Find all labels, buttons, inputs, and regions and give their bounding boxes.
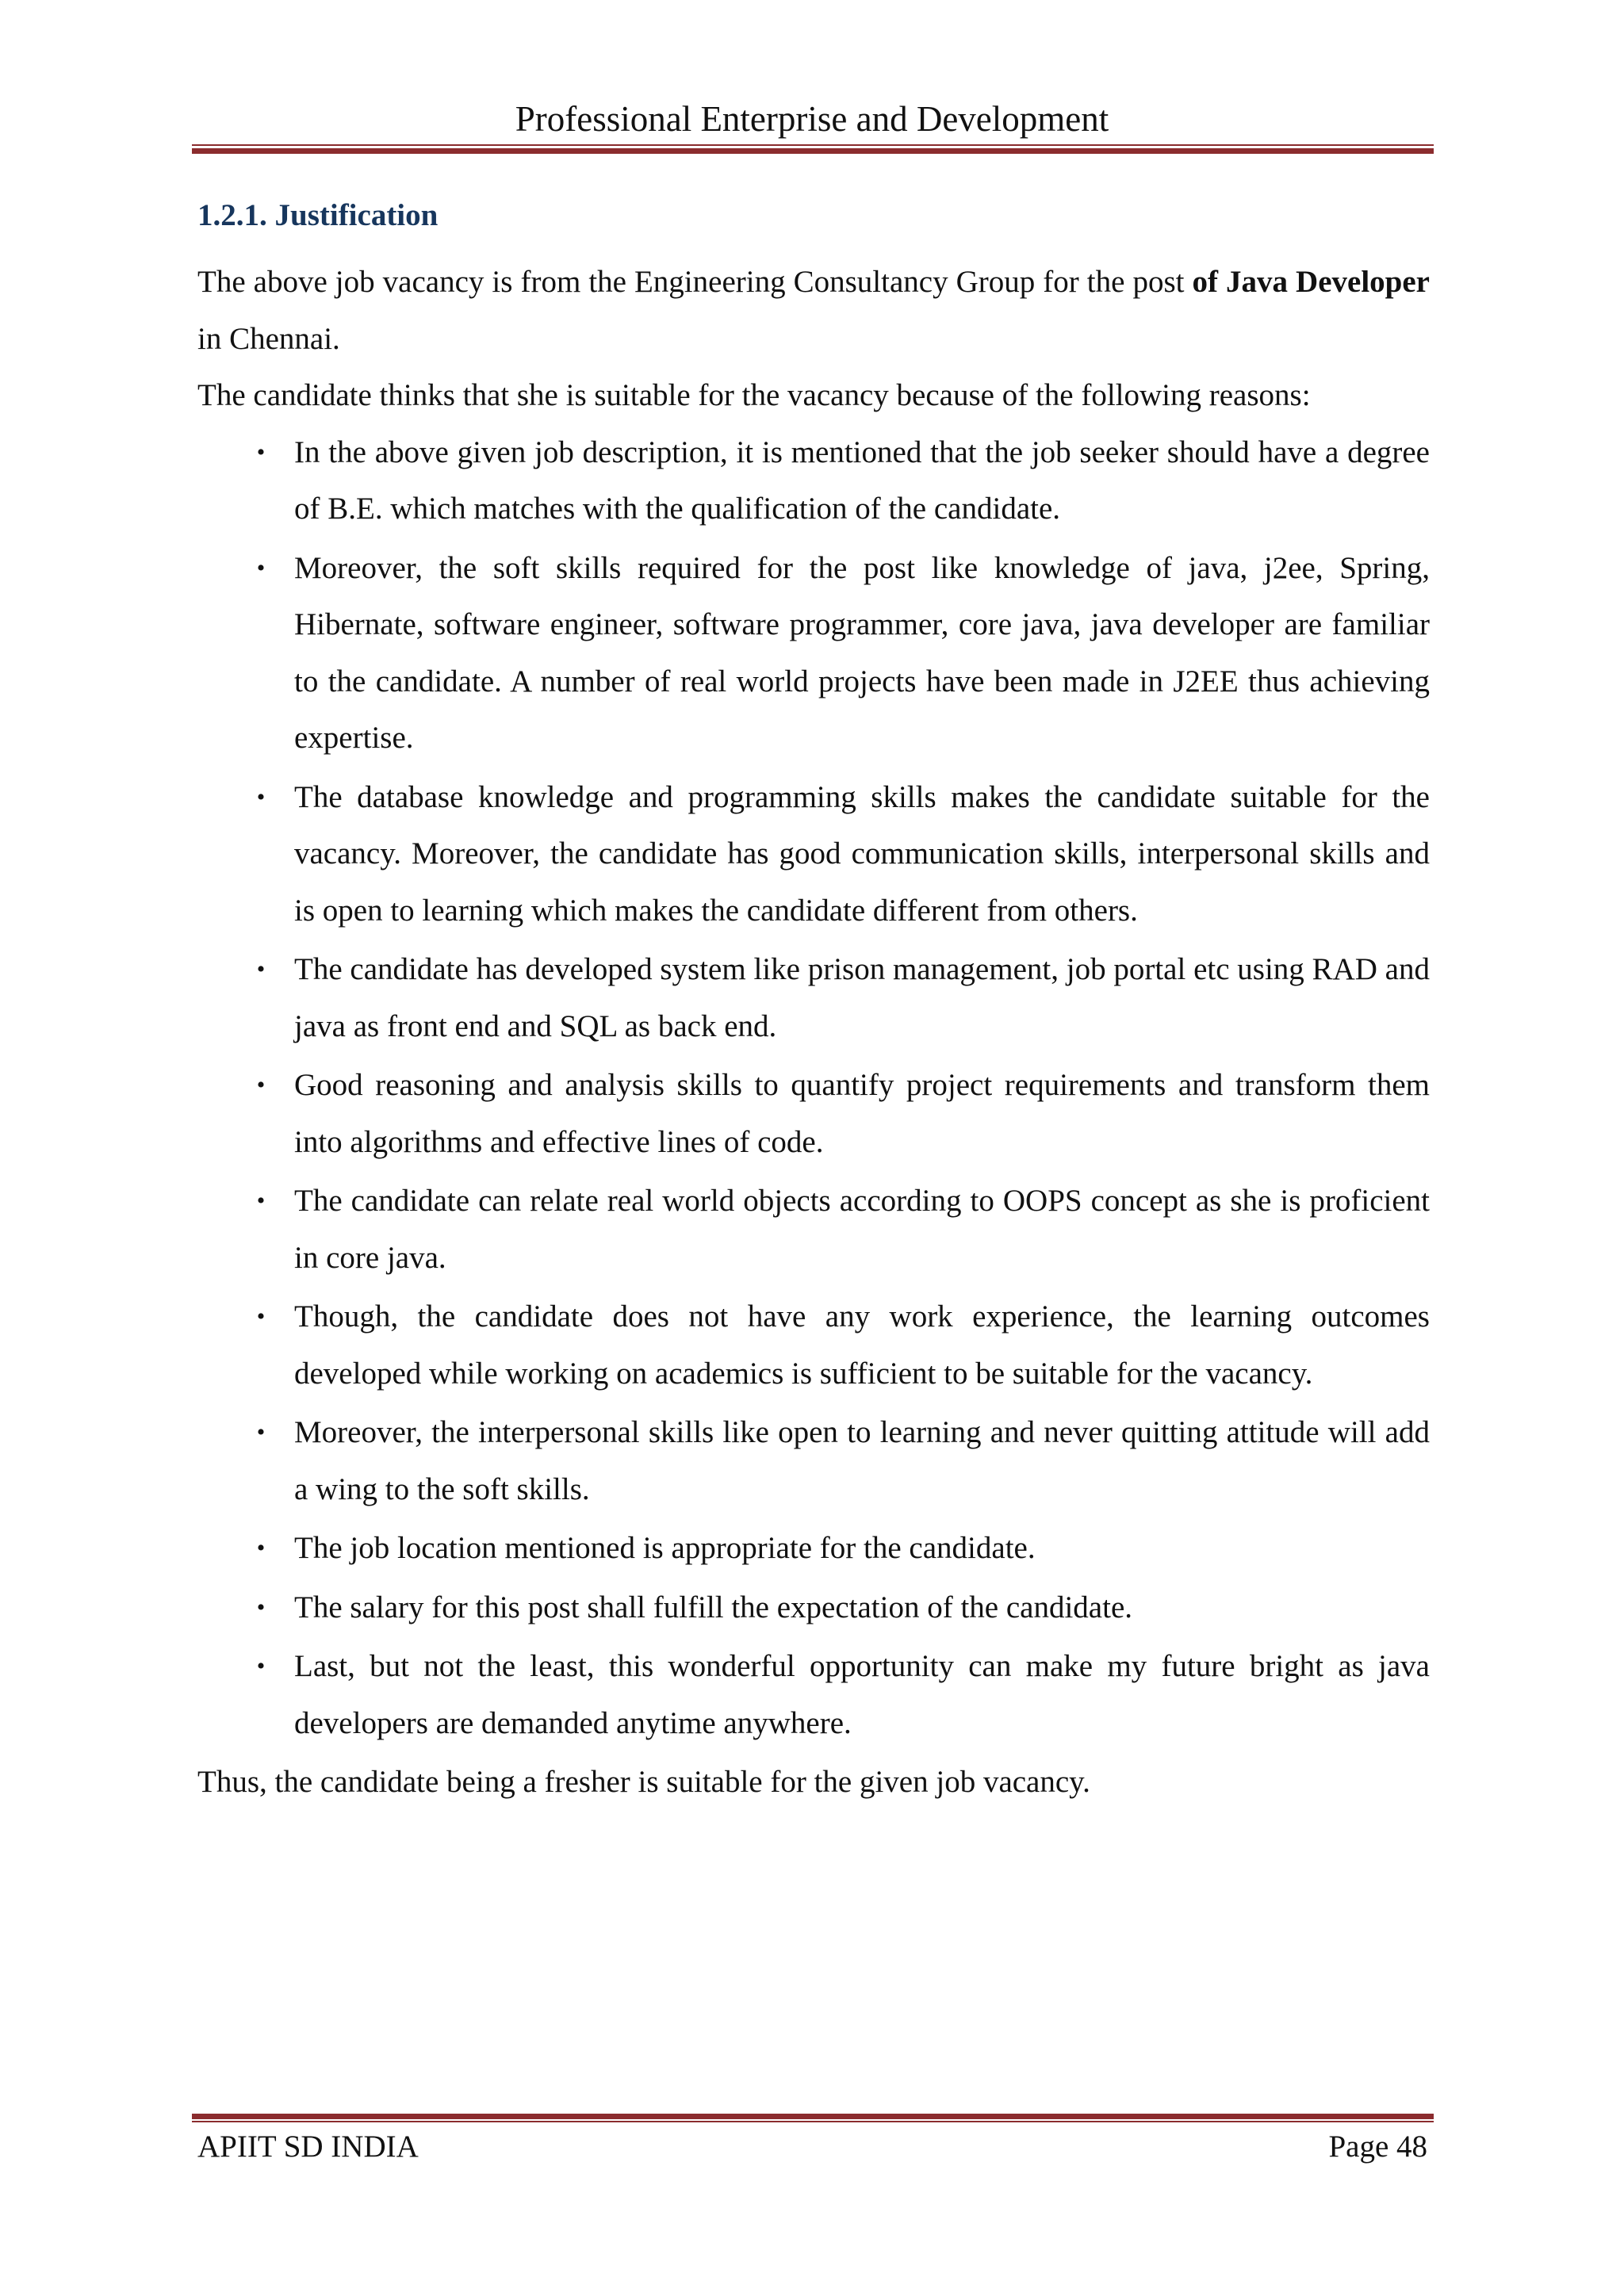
footer-institution: APIIT SD INDIA [197, 2130, 419, 2164]
bullet-icon: • [256, 1303, 266, 1330]
list-item [197, 941, 1430, 1054]
bullet-icon: • [256, 438, 266, 465]
list-item-text: The job location mentioned is appropriate for the candidate. [294, 1531, 1036, 1565]
list-item-text: Last, but not the least, this wonderful opportunity can make my future bright as java developers are demanded anytime anywhere. [294, 1649, 1430, 1740]
list-item-text: In the above given job description, it is mentioned that the job seeker should have a degree of B.E. which matches with the qualification of the candidate. [294, 434, 1430, 526]
main-content [197, 190, 1430, 1811]
list-item [197, 1520, 1430, 1577]
list-item [197, 424, 1430, 538]
bullet-icon: • [256, 1419, 266, 1445]
list-item-text: Good reasoning and analysis skills to quantify project requirements and transform them into algorithms and effective lines of code. [294, 1068, 1430, 1159]
intro-paragraph [197, 254, 1430, 367]
section-heading: 1.2.1. Justification [197, 198, 439, 232]
lead-paragraph: The candidate thinks that she is suitable for the vacancy because of the following reasons: [197, 378, 1311, 412]
footer-rule-thick [192, 2114, 1434, 2119]
list-item-text: The database knowledge and programming skills makes the candidate suitable for the vacancy. Moreover, the candidate has good communication skills, interpersonal skills and is open to learning which makes the candidate different from others. [294, 779, 1430, 928]
bullet-icon: • [256, 1188, 266, 1214]
page-header-title: Professional Enterprise and Development [515, 99, 1109, 139]
list-item-text: The salary for this post shall fulfill the expectation of the candidate. [294, 1590, 1132, 1624]
list-item-text: The candidate can relate real world objects according to OOPS concept as she is proficient in core java. [294, 1184, 1430, 1275]
list-item [197, 1404, 1430, 1517]
reasons-list [197, 424, 1430, 1752]
intro-text-bold: of Java Developer [1192, 265, 1430, 299]
list-item [197, 540, 1430, 767]
bullet-icon: • [256, 1072, 266, 1098]
bullet-icon: • [256, 783, 266, 810]
conclusion-paragraph: Thus, the candidate being a fresher is suitable for the given job vacancy. [197, 1765, 1090, 1799]
list-item-text: Though, the candidate does not have any work experience, the learning outcomes developed while working on academics is sufficient to be suitable for the vacancy. [294, 1299, 1430, 1391]
list-item-text: Moreover, the soft skills required for the post like knowledge of java, j2ee, Spring, Hibernate, software engineer, software programmer, core java, java developer are familiar to the candidate. A number of real world projects have been made in J2EE thus achieving expertise. [294, 550, 1430, 755]
bullet-icon: • [256, 956, 266, 982]
intro-text-end: in Chennai. [197, 321, 340, 356]
bullet-icon: • [256, 1653, 266, 1679]
list-item [197, 1173, 1430, 1286]
footer-page-number: Page 48 [1328, 2130, 1427, 2164]
intro-text-start: The above job vacancy is from the Engineering Consultancy Group for the post [197, 265, 1193, 299]
list-item [197, 1057, 1430, 1170]
list-item [197, 769, 1430, 939]
footer-rule-thin [192, 2121, 1434, 2122]
list-item-text: The candidate has developed system like prison management, job portal etc using RAD and java as front end and SQL as back end. [294, 952, 1430, 1043]
bullet-icon: • [256, 1594, 266, 1621]
list-item [197, 1579, 1430, 1636]
list-item-text: Moreover, the interpersonal skills like open to learning and never quitting attitude will add a wing to the soft skills. [294, 1415, 1430, 1506]
bullet-icon: • [256, 1535, 266, 1561]
bullet-icon: • [256, 554, 266, 581]
header-rule-thin [192, 144, 1434, 146]
header-rule-thick [192, 148, 1434, 154]
list-item [197, 1638, 1430, 1751]
list-item [197, 1288, 1430, 1402]
